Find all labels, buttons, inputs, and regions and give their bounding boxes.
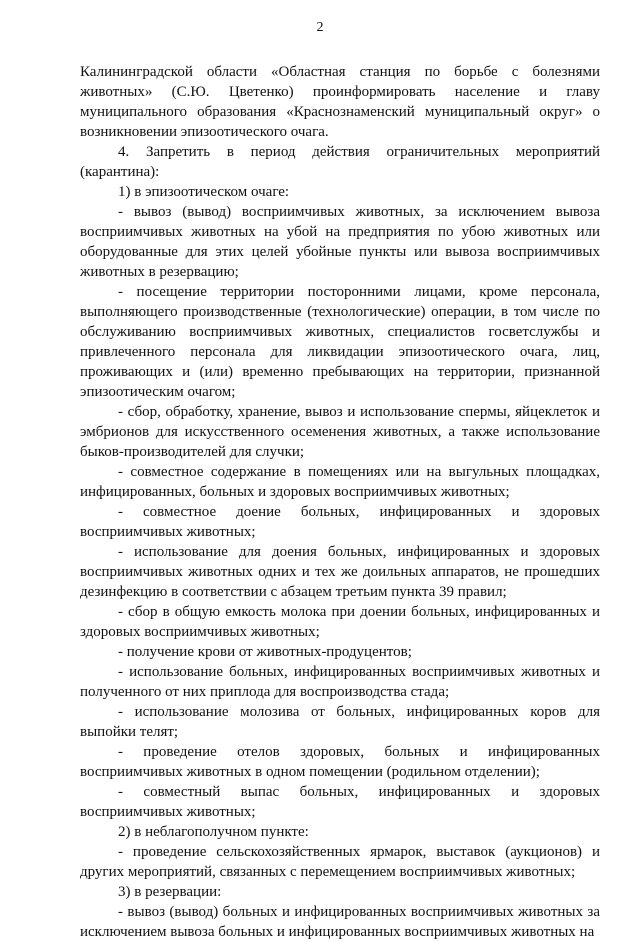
list-item: - вывоз (вывод) больных и инфицированных восприимчивых животных за исключением вывоза больных и инфицированных восприимчивых животных на bbox=[80, 904, 600, 940]
list-item: - посещение территории посторонними лицами, кроме персонала, выполняющего производственные (технологические) операции, в том числе по обслуживанию восприимчивых животных, специалистов госветслужбы и привлеченного персонала для ликвидации эпизоотического очага, лиц, проживающих и (или) временно пребывающих на территории, признанной эпизоотическим очагом; bbox=[80, 284, 600, 400]
paragraph-subitem-1: 1) в эпизоотическом очаге: bbox=[118, 184, 290, 200]
list-item: - использование для доения больных, инфицированных и здоровых восприимчивых животных одних и тех же доильных аппаратов, не прошедших дезинфекцию в соответствии с абзацем третьим пункта 39 правил; bbox=[80, 544, 600, 600]
paragraph-item-4: 4. Запретить в период действия ограничительных мероприятий (карантина): bbox=[80, 144, 600, 180]
list-item: - вывоз (вывод) восприимчивых животных, за исключением вывоза восприимчивых животных на убой на предприятия по убою животных или оборудованные для этих целей убойные пункты или вывоза восприимчивых животных в резервацию; bbox=[80, 204, 600, 280]
list-item: - получение крови от животных-продуцентов; bbox=[118, 644, 412, 660]
list-item: - проведение сельскохозяйственных ярмарок, выставок (аукционов) и других мероприятий, связанных с перемещением восприимчивых животных; bbox=[80, 844, 600, 880]
document-body bbox=[80, 62, 600, 942]
page-number: 2 bbox=[316, 20, 324, 35]
list-item: - проведение отелов здоровых, больных и инфицированных восприимчивых животных в одном помещении (родильном отделении); bbox=[80, 744, 600, 780]
paragraph-subitem-2: 2) в неблагополучном пункте: bbox=[118, 824, 309, 840]
list-item: - совместное доение больных, инфицированных и здоровых восприимчивых животных; bbox=[80, 504, 600, 540]
list-item: - использование больных, инфицированных восприимчивых животных и полученного от них приплода для воспроизводства стада; bbox=[80, 664, 600, 700]
paragraph-subitem-3: 3) в резервации: bbox=[118, 884, 222, 900]
paragraph-continuation: Калининградской области «Областная станция по борьбе с болезнями животных» (С.Ю. Цветенко) проинформировать население и главу муниципального образования «Краснознаменский муниципальный округ» о возникновении эпизоотического очага. bbox=[80, 64, 600, 140]
list-item: - совместное содержание в помещениях или на выгульных площадках, инфицированных, больных и здоровых восприимчивых животных; bbox=[80, 464, 600, 500]
list-item: - сбор, обработку, хранение, вывоз и использование спермы, яйцеклеток и эмбрионов для искусственного осеменения животных, а также использование быков-производителей для случки; bbox=[80, 404, 600, 460]
list-item: - совместный выпас больных, инфицированных и здоровых восприимчивых животных; bbox=[80, 784, 600, 820]
list-item: - использование молозива от больных, инфицированных коров для выпойки телят; bbox=[80, 704, 600, 740]
list-item: - сбор в общую емкость молока при доении больных, инфицированных и здоровых восприимчивых животных; bbox=[80, 604, 600, 640]
